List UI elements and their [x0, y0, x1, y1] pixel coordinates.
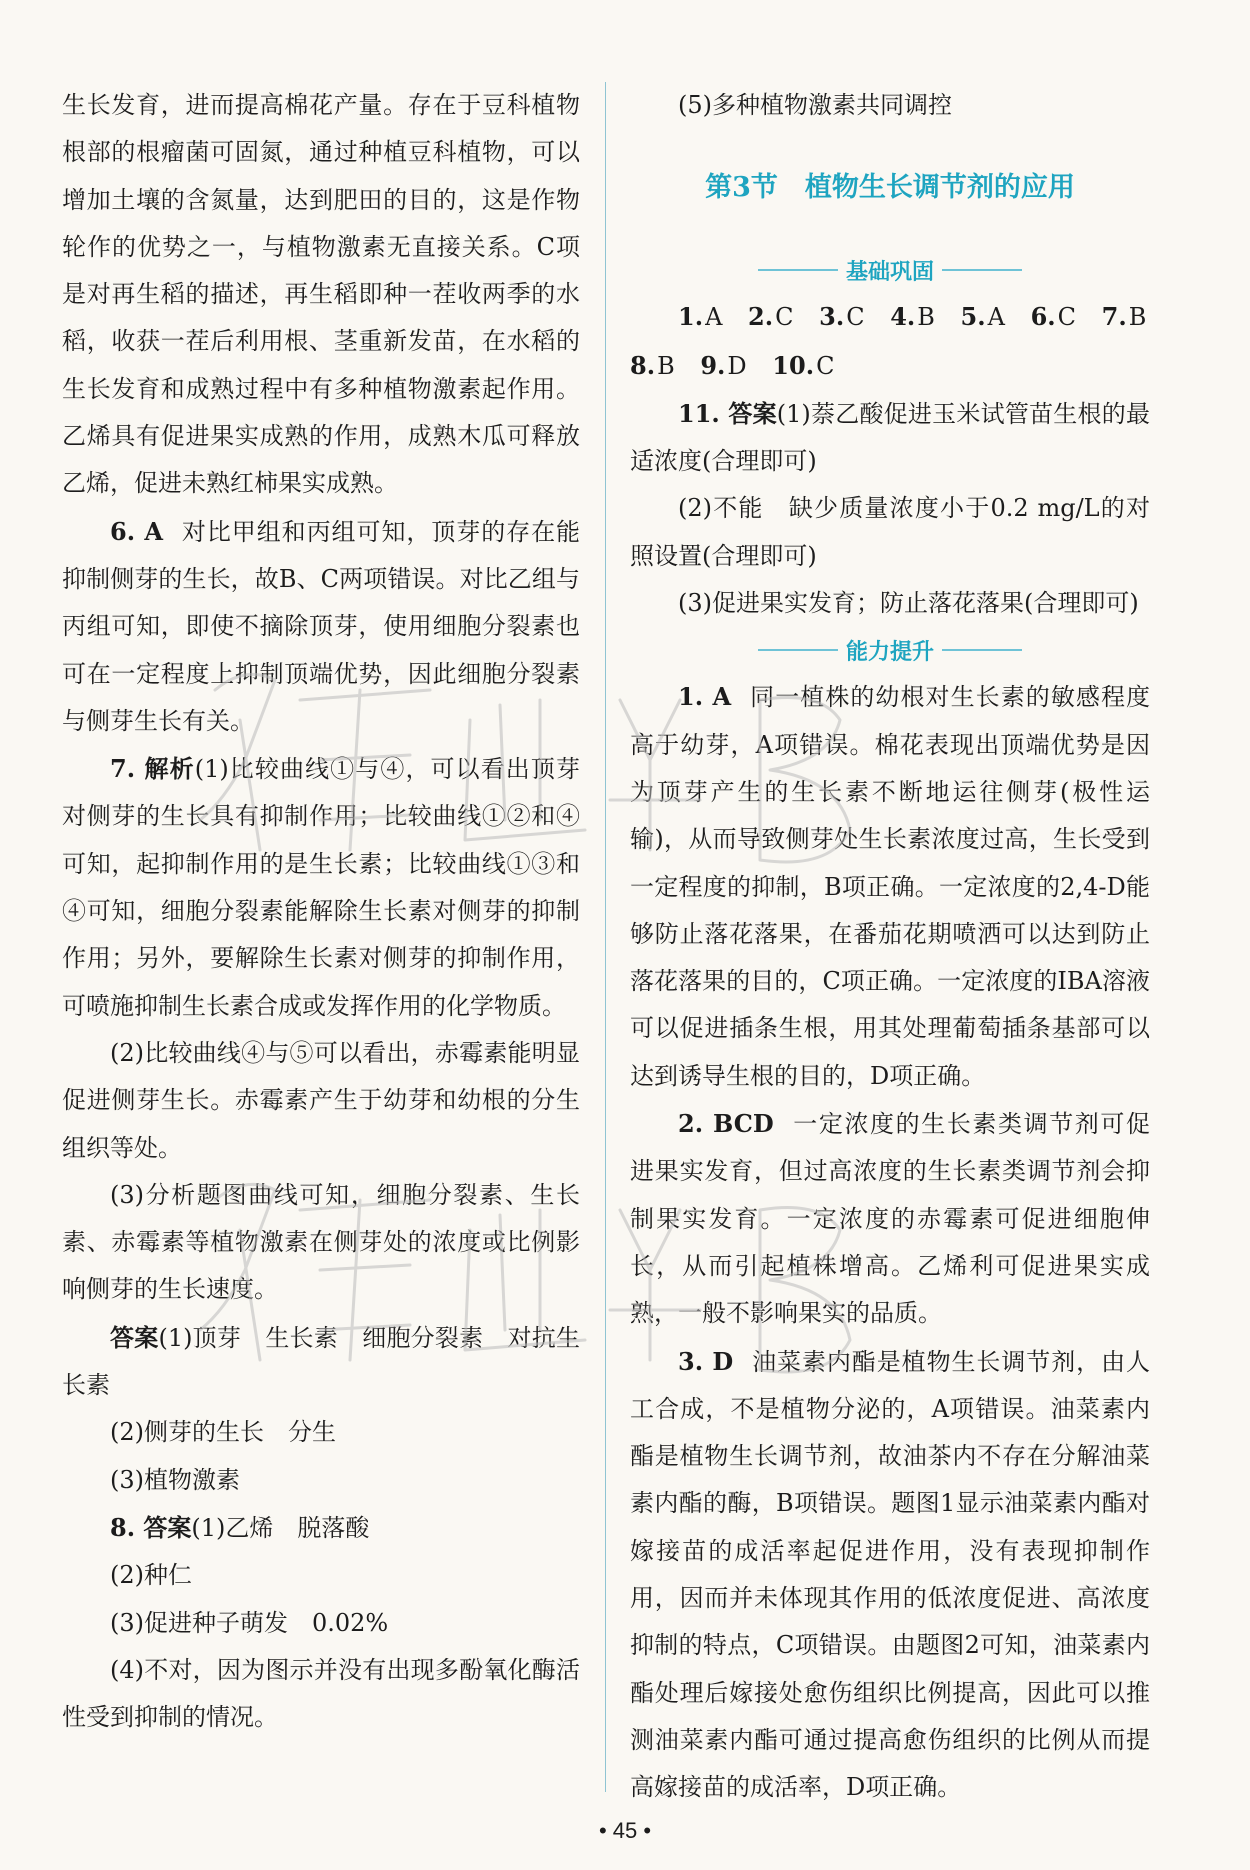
- answer-item: [748, 303, 793, 331]
- subheading-rule: [758, 269, 838, 271]
- answer-item: [772, 352, 834, 380]
- basic-answers-row-1: [630, 293, 1150, 341]
- explanation-text: (1)比较曲线①与④，可以看出顶芽对侧芽的生长具有抑制作用；比较曲线①②和④可知，起抑制作用的是生长素；比较曲线①③和④可知，细胞分裂素能解除生长素对侧芽的抑制作用；另外，要解除生长素对侧芽的抑制作用，可喷施抑制生长素合成或发挥作用的化学物质。: [62, 755, 580, 1020]
- question-11-answer-1: [630, 390, 1150, 486]
- previous-answer-line: (5)多种植物激素共同调控: [678, 91, 952, 119]
- answer-label: 答案: [110, 1322, 159, 1352]
- subheading-rule: [942, 649, 1022, 651]
- question-number: 7. 解析: [110, 754, 195, 784]
- question-8-answer-2: (2)种仁: [110, 1561, 192, 1590]
- explanation-text: 一定浓度的生长素类调节剂可促进果实发育，但过高浓度的生长素类调节剂会抑制果实发育。一定浓度的赤霉素可促进细胞伸长，从而引起植株增高。乙烯利可促进果实成熟，一般不影响果实的品质。: [630, 1110, 1150, 1328]
- answer-number: 3.: [819, 302, 845, 332]
- answer-number: 2.: [748, 302, 774, 332]
- subheading-rule: [758, 649, 838, 651]
- question-8-answer-3: (3)促进种子萌发 0.02%: [110, 1608, 389, 1637]
- answer-choice: A: [705, 303, 723, 332]
- question-7-answer-3: (3)植物激素: [110, 1465, 240, 1494]
- question-11-answer-3: (3)促进果实发育；防止落花落果(合理即可): [678, 589, 1139, 618]
- question-8-answer-1: [62, 1504, 580, 1552]
- question-number: 6. A: [110, 516, 163, 546]
- column-divider: [605, 82, 606, 1792]
- question-7-answer-2: (2)侧芽的生长 分生: [110, 1418, 336, 1447]
- answer-item: [678, 303, 722, 331]
- answer-item: [630, 352, 675, 380]
- advanced-question-2: [630, 1100, 1150, 1337]
- answer-choice: B: [1128, 303, 1147, 332]
- page-number: • 45 •: [598, 1818, 652, 1843]
- question-7-analysis-2: (2)比较曲线④与⑤可以看出，赤霉素能明显促进侧芽生长。赤霉素产生于幼芽和幼根的分生组织等处。: [62, 1038, 580, 1162]
- answer-choice: C: [775, 303, 794, 332]
- subheading-advanced: [630, 627, 1150, 673]
- answer-choice: C: [846, 303, 865, 332]
- subheading-basic: [630, 247, 1150, 293]
- advanced-question-1: [630, 673, 1150, 1100]
- question-7-answer-1: [62, 1314, 580, 1410]
- answer-text: (1)顶芽 生长素 细胞分裂素 对抗生长素: [62, 1323, 581, 1400]
- answer-item: [819, 303, 864, 331]
- subheading-rule: [942, 269, 1022, 271]
- answer-choice: C: [816, 351, 835, 380]
- answer-choice: B: [917, 303, 935, 332]
- right-column: [630, 82, 1150, 1812]
- answer-text: (1)萘乙酸促进玉米试管苗生根的最适浓度(合理即可): [630, 399, 1150, 476]
- answer-label: 11. 答案: [678, 398, 777, 428]
- answer-number: 8.: [630, 350, 656, 380]
- question-6-explanation: [62, 508, 580, 745]
- answer-text: (1)乙烯 脱落酸: [191, 1513, 370, 1542]
- subheading-text: 能力提升: [845, 638, 934, 665]
- explanation-text: 对比甲组和丙组可知，顶芽的存在能抑制侧芽的生长，故B、C两项错误。对比乙组与丙组可知，即使不摘除顶芽，使用细胞分裂素也可在一定程度上抑制顶端优势，因此细胞分裂素与侧芽生长有关。: [62, 517, 581, 735]
- left-column: [62, 82, 580, 1741]
- section-title: 第3节 植物生长调节剂的应用: [705, 172, 1075, 204]
- answer-number: 9.: [700, 350, 726, 380]
- answer-item: [890, 303, 935, 331]
- answer-item: [1031, 303, 1076, 331]
- question-number: 2. BCD: [678, 1109, 774, 1139]
- answer-number: 7.: [1101, 302, 1127, 332]
- answer-choice: C: [1057, 303, 1077, 332]
- answer-label: 8. 答案: [110, 1512, 192, 1542]
- question-8-answer-4: (4)不对，因为图示并没有出现多酚氧化酶活性受到抑制的情况。: [62, 1655, 580, 1732]
- answer-choice: A: [987, 303, 1005, 332]
- paragraph-continuation: 生长发育，进而提高棉花产量。存在于豆科植物根部的根瘤菌可固氮，通过种植豆科植物，可以增加土壤的含氮量，达到肥田的目的，这是作物轮作的优势之一，与植物激素无直接关系。C项是对再生稻的描述，再生稻即种一茬收两季的水稻，收获一茬后利用根、茎重新发苗，在水稻的生长发育和成熟过程中有多种植物激素起作用。乙烯具有促进果实成熟的作用，成熟木瓜可释放乙烯，促进未熟红柿果实成熟。: [62, 91, 580, 498]
- subheading-text: 基础巩固: [845, 258, 934, 285]
- explanation-text: 同一植株的幼根对生长素的敏感程度高于幼芽，A项错误。棉花表现出顶端优势是因为顶芽产生的生长素不断地运往侧芽(极性运输)，从而导致侧芽处生长素浓度过高，生长受到一定程度的抑制，B项正确。一定浓度的2,4-D能够防止落花落果，在番茄花期喷洒可以达到防止落花落果的目的，C项正确。一定浓度的IBA溶液可以促进插条生根，用其处理葡萄插条基部可以达到诱导生根的目的，D项正确。: [630, 683, 1151, 1090]
- question-11-answer-2: (2)不能 缺少质量浓度小于0.2 mg/L的对照设置(合理即可): [630, 494, 1150, 570]
- advanced-question-3: [630, 1338, 1150, 1812]
- answer-number: 5.: [960, 302, 986, 332]
- basic-answers-row-2: [630, 342, 1150, 390]
- answer-choice: D: [727, 351, 747, 380]
- answer-choice: B: [657, 351, 675, 380]
- answer-item: [1102, 303, 1147, 331]
- explanation-text: 油菜素内酯是植物生长调节剂，由人工合成，不是植物分泌的，A项错误。油菜素内酯是植物生长调节剂，故油茶内不存在分解油菜素内酯的酶，B项错误。题图1显示油菜素内酯对嫁接苗的成活率起促进作用，没有表现抑制作用，因而并未体现其作用的低浓度促进、高浓度抑制的特点，C项错误。由题图2可知，油菜素内酯处理后嫁接处愈伤组织比例提高，因此可以推测油菜素内酯可通过提高愈伤组织的比例从而提高嫁接苗的成活率，D项正确。: [630, 1347, 1150, 1802]
- question-7-analysis-1: [62, 745, 580, 1030]
- answer-item: [700, 352, 746, 380]
- question-number: 3. D: [678, 1346, 734, 1376]
- answer-number: 6.: [1030, 302, 1056, 332]
- question-number: 1. A: [678, 682, 732, 712]
- answer-number: 1.: [678, 302, 704, 332]
- answer-number: 10.: [772, 350, 815, 380]
- answer-item: [961, 303, 1005, 331]
- answer-number: 4.: [890, 302, 916, 332]
- question-7-analysis-3: (3)分析题图曲线可知，细胞分裂素、生长素、赤霉素等植物激素在侧芽处的浓度或比例影响侧芽的生长速度。: [62, 1180, 580, 1304]
